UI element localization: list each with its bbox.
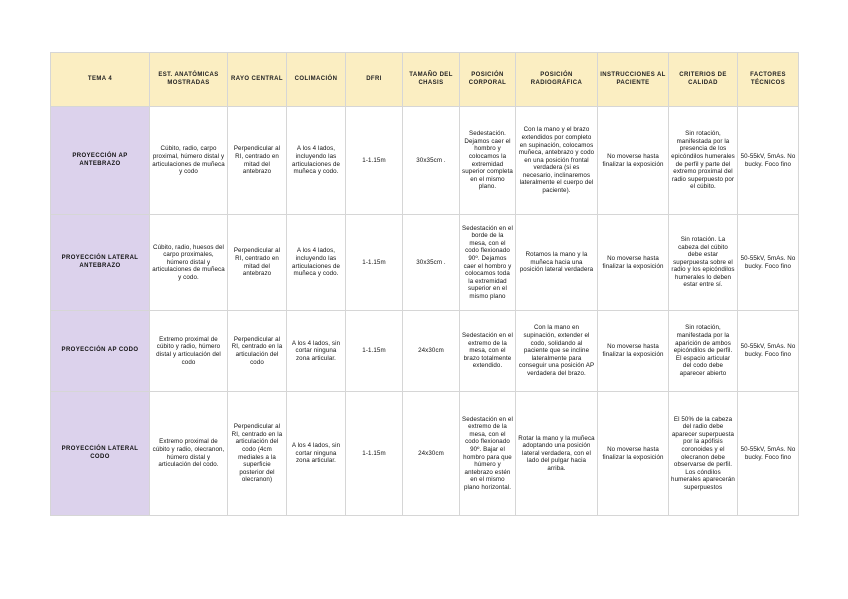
structures-cell: Cúbito, radio, carpo proximal, húmero distal y articulaciones de muñeca y codo [150,107,228,215]
radiographic-position-cell: Con la mano y el brazo extendidos por completo en supinación, colocamos muñeca, antebrazo y codo en una posición frontal verdadera (si es necesario, inclinaremos lateralmente el cuerpo del paciente). [516,107,598,215]
table-row [51,392,799,516]
header-body-position: POSICIÓN CORPORAL [460,53,516,107]
cassette-cell: 24x30cm [403,311,460,392]
central-ray-cell: Perpendicular al RI, centrado en mitad del antebrazo [228,215,287,311]
central-ray-cell: Perpendicular al RI, centrado en la articulación del codo (4cm mediales a la superficie posterior del olecranon) [228,392,287,516]
header-instructions: INSTRUCCIONES AL PACIENTE [598,53,669,107]
projection-label: PROYECCIÓN AP CODO [51,311,150,392]
technical-cell: 50-55kV, 5mAs. No bucky. Foco fino [738,107,799,215]
projection-label: PROYECCIÓN LATERAL ANTEBRAZO [51,215,150,311]
cassette-cell: 24x30cm [403,392,460,516]
cassette-cell: 30x35cm . [403,107,460,215]
central-ray-cell: Perpendicular al RI, centrado en mitad del antebrazo [228,107,287,215]
quality-cell: Sin rotación, manifestada por la aparición de ambos epicóndilos de perfil. El espacio articular del codo debe aparecer abierto [669,311,738,392]
instructions-cell: No moverse hasta finalizar la exposición [598,392,669,516]
cassette-cell: 30x35cm . [403,215,460,311]
radiographic-position-cell: Rotar la mano y la muñeca adoptando una posición lateral verdadera, con el lado del pulgar hacia arriba. [516,392,598,516]
technical-cell: 50-55kV, 5mAs. No bucky. Foco fino [738,392,799,516]
dfri-cell: 1-1.15m [346,392,403,516]
table-row [51,107,799,215]
structures-cell: Cúbito, radio, huesos del carpo proximales, húmero distal y articulaciones de muñeca y codo. [150,215,228,311]
header-structures: EST. ANATÓMICAS MOSTRADAS [150,53,228,107]
collimation-cell: A los 4 lados, incluyendo las articulaciones de muñeca y codo. [287,107,346,215]
dfri-cell: 1-1.15m [346,215,403,311]
central-ray-cell: Perpendicular al RI, centrado en la articulación del codo [228,311,287,392]
collimation-cell: A los 4 lados, incluyendo las articulaciones de muñeca y codo. [287,215,346,311]
dfri-cell: 1-1.15m [346,311,403,392]
body-position-cell: Sedestación en el borde de la mesa, con el codo flexionado 90º. Dejamos caer el hombro y colocamos toda la extremidad superior en el mismo plano [460,215,516,311]
quality-cell: Sin rotación. La cabeza del cúbito debe estar superpuesta sobre el radio y los epicóndilos humerales lo deben estar entre sí. [669,215,738,311]
quality-cell: Sin rotación, manifestada por la presencia de los epicóndilos humerales de perfil y parte del extremo proximal del radio superpuesto por el cúbito. [669,107,738,215]
dfri-cell: 1-1.15m [346,107,403,215]
positioning-table [50,52,799,516]
structures-cell: Extremo proximal de cúbito y radio, húmero distal y articulación del codo [150,311,228,392]
radiographic-position-cell: Con la mano en supinación, extender el codo, solidando al paciente que se incline lateralmente para conseguir una posición AP verdadera del brazo. [516,311,598,392]
table-row [51,215,799,311]
collimation-cell: A los 4 lados, sin cortar ninguna zona articular. [287,392,346,516]
header-technical: FACTORES TÉCNICOS [738,53,799,107]
header-quality: CRITERIOS DE CALIDAD [669,53,738,107]
body-position-cell: Sedestación en el extremo de la mesa, con el brazo totalmente extendido. [460,311,516,392]
technical-cell: 50-55kV, 5mAs. No bucky. Foco fino [738,311,799,392]
body-position-cell: Sedestación en el extremo de la mesa, con el codo flexionado 90º. Bajar el hombro para que húmero y antebrazo estén en el mismo plano horizontal. [460,392,516,516]
projection-label: PROYECCIÓN LATERAL CODO [51,392,150,516]
table-row [51,311,799,392]
technical-cell: 50-55kV, 5mAs. No bucky. Foco fino [738,215,799,311]
instructions-cell: No moverse hasta finalizar la exposición [598,311,669,392]
header-row [51,53,799,107]
header-radiographic-position: POSICIÓN RADIOGRÁFICA [516,53,598,107]
radiographic-position-cell: Rotamos la mano y la muñeca hacia una posición lateral verdadera [516,215,598,311]
structures-cell: Extremo proximal de cúbito y radio, olecranon, húmero distal y articulación del codo. [150,392,228,516]
collimation-cell: A los 4 lados, sin cortar ninguna zona articular. [287,311,346,392]
header-cassette: TAMAÑO DEL CHASIS [403,53,460,107]
instructions-cell: No moverse hasta finalizar la exposición [598,107,669,215]
instructions-cell: No moverse hasta finalizar la exposición [598,215,669,311]
projection-label: PROYECCIÓN AP ANTEBRAZO [51,107,150,215]
header-collimation: COLIMACIÓN [287,53,346,107]
protocol-sheet [50,52,799,516]
quality-cell: El 50% de la cabeza del radio debe aparecer superpuesta por la apófisis coronoides y el olecranon debe observarse de perfil. Los cóndilos humerales aparecerán superpuestos [669,392,738,516]
header-dfri: DFRI [346,53,403,107]
header-topic: TEMA 4 [51,53,150,107]
body-position-cell: Sedestación. Dejamos caer el hombro y colocamos la extremidad superior completa en el mismo plano. [460,107,516,215]
header-central-ray: RAYO CENTRAL [228,53,287,107]
